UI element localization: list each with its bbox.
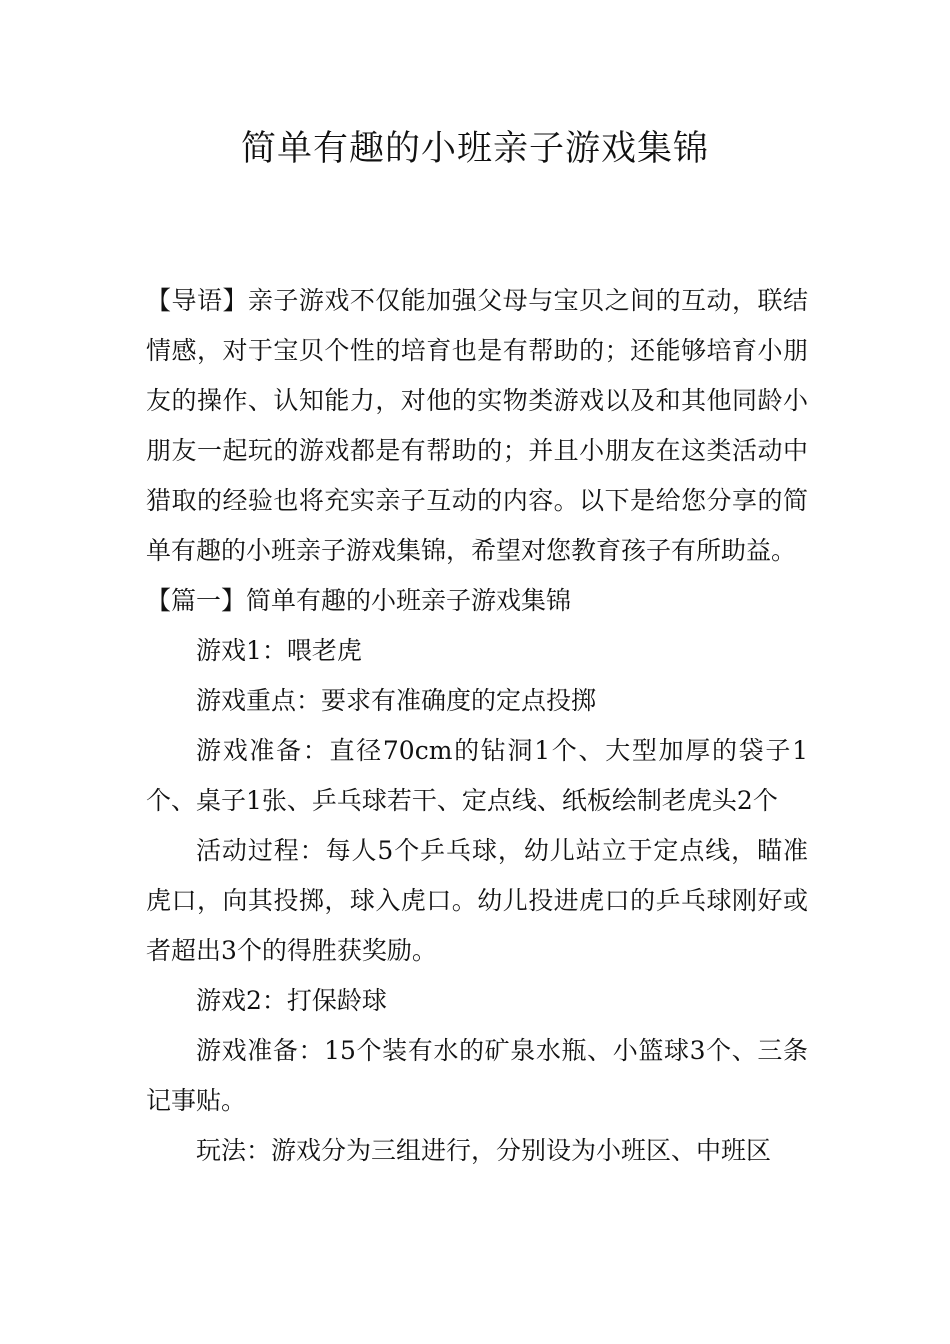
game-1-focus: 游戏重点：要求有准确度的定点投掷: [196, 686, 597, 715]
game-1-preparation: 游戏准备：直径70cm的钻洞1个、大型加厚的袋子1个、桌子1张、乒乓球若干、定点线、纸板绘制老虎头2个: [146, 736, 808, 815]
game-2-title: 游戏2：打保龄球: [196, 986, 387, 1015]
document-title: 简单有趣的小班亲子游戏集锦: [240, 129, 709, 169]
game-1-title: 游戏1：喂老虎: [196, 636, 362, 665]
section-heading: 【篇一】简单有趣的小班亲子游戏集锦: [146, 586, 572, 615]
intro-paragraph: 【导语】亲子游戏不仅能加强父母与宝贝之间的互动，联结情感，对于宝贝个性的培育也是有帮助的；还能够培育小朋友的操作、认知能力，对他的实物类游戏以及和其他同龄小朋友一起玩的游戏都是有帮助的；并且小朋友在这类活动中猎取的经验也将充实亲子互动的内容。以下是给您分享的简单有趣的小班亲子游戏集锦，希望对您教育孩子有所助益。: [146, 286, 808, 565]
game-1-process: 活动过程：每人5个乒乓球，幼儿站立于定点线，瞄准虎口，向其投掷，球入虎口。幼儿投进虎口的乒乓球刚好或者超出3个的得胜获奖励。: [146, 836, 808, 965]
document-body: [146, 276, 808, 1176]
game-2-preparation: 游戏准备：15个装有水的矿泉水瓶、小篮球3个、三条记事贴。: [146, 1036, 808, 1115]
game-2-rules: 玩法：游戏分为三组进行，分别设为小班区、中班区: [196, 1136, 772, 1165]
